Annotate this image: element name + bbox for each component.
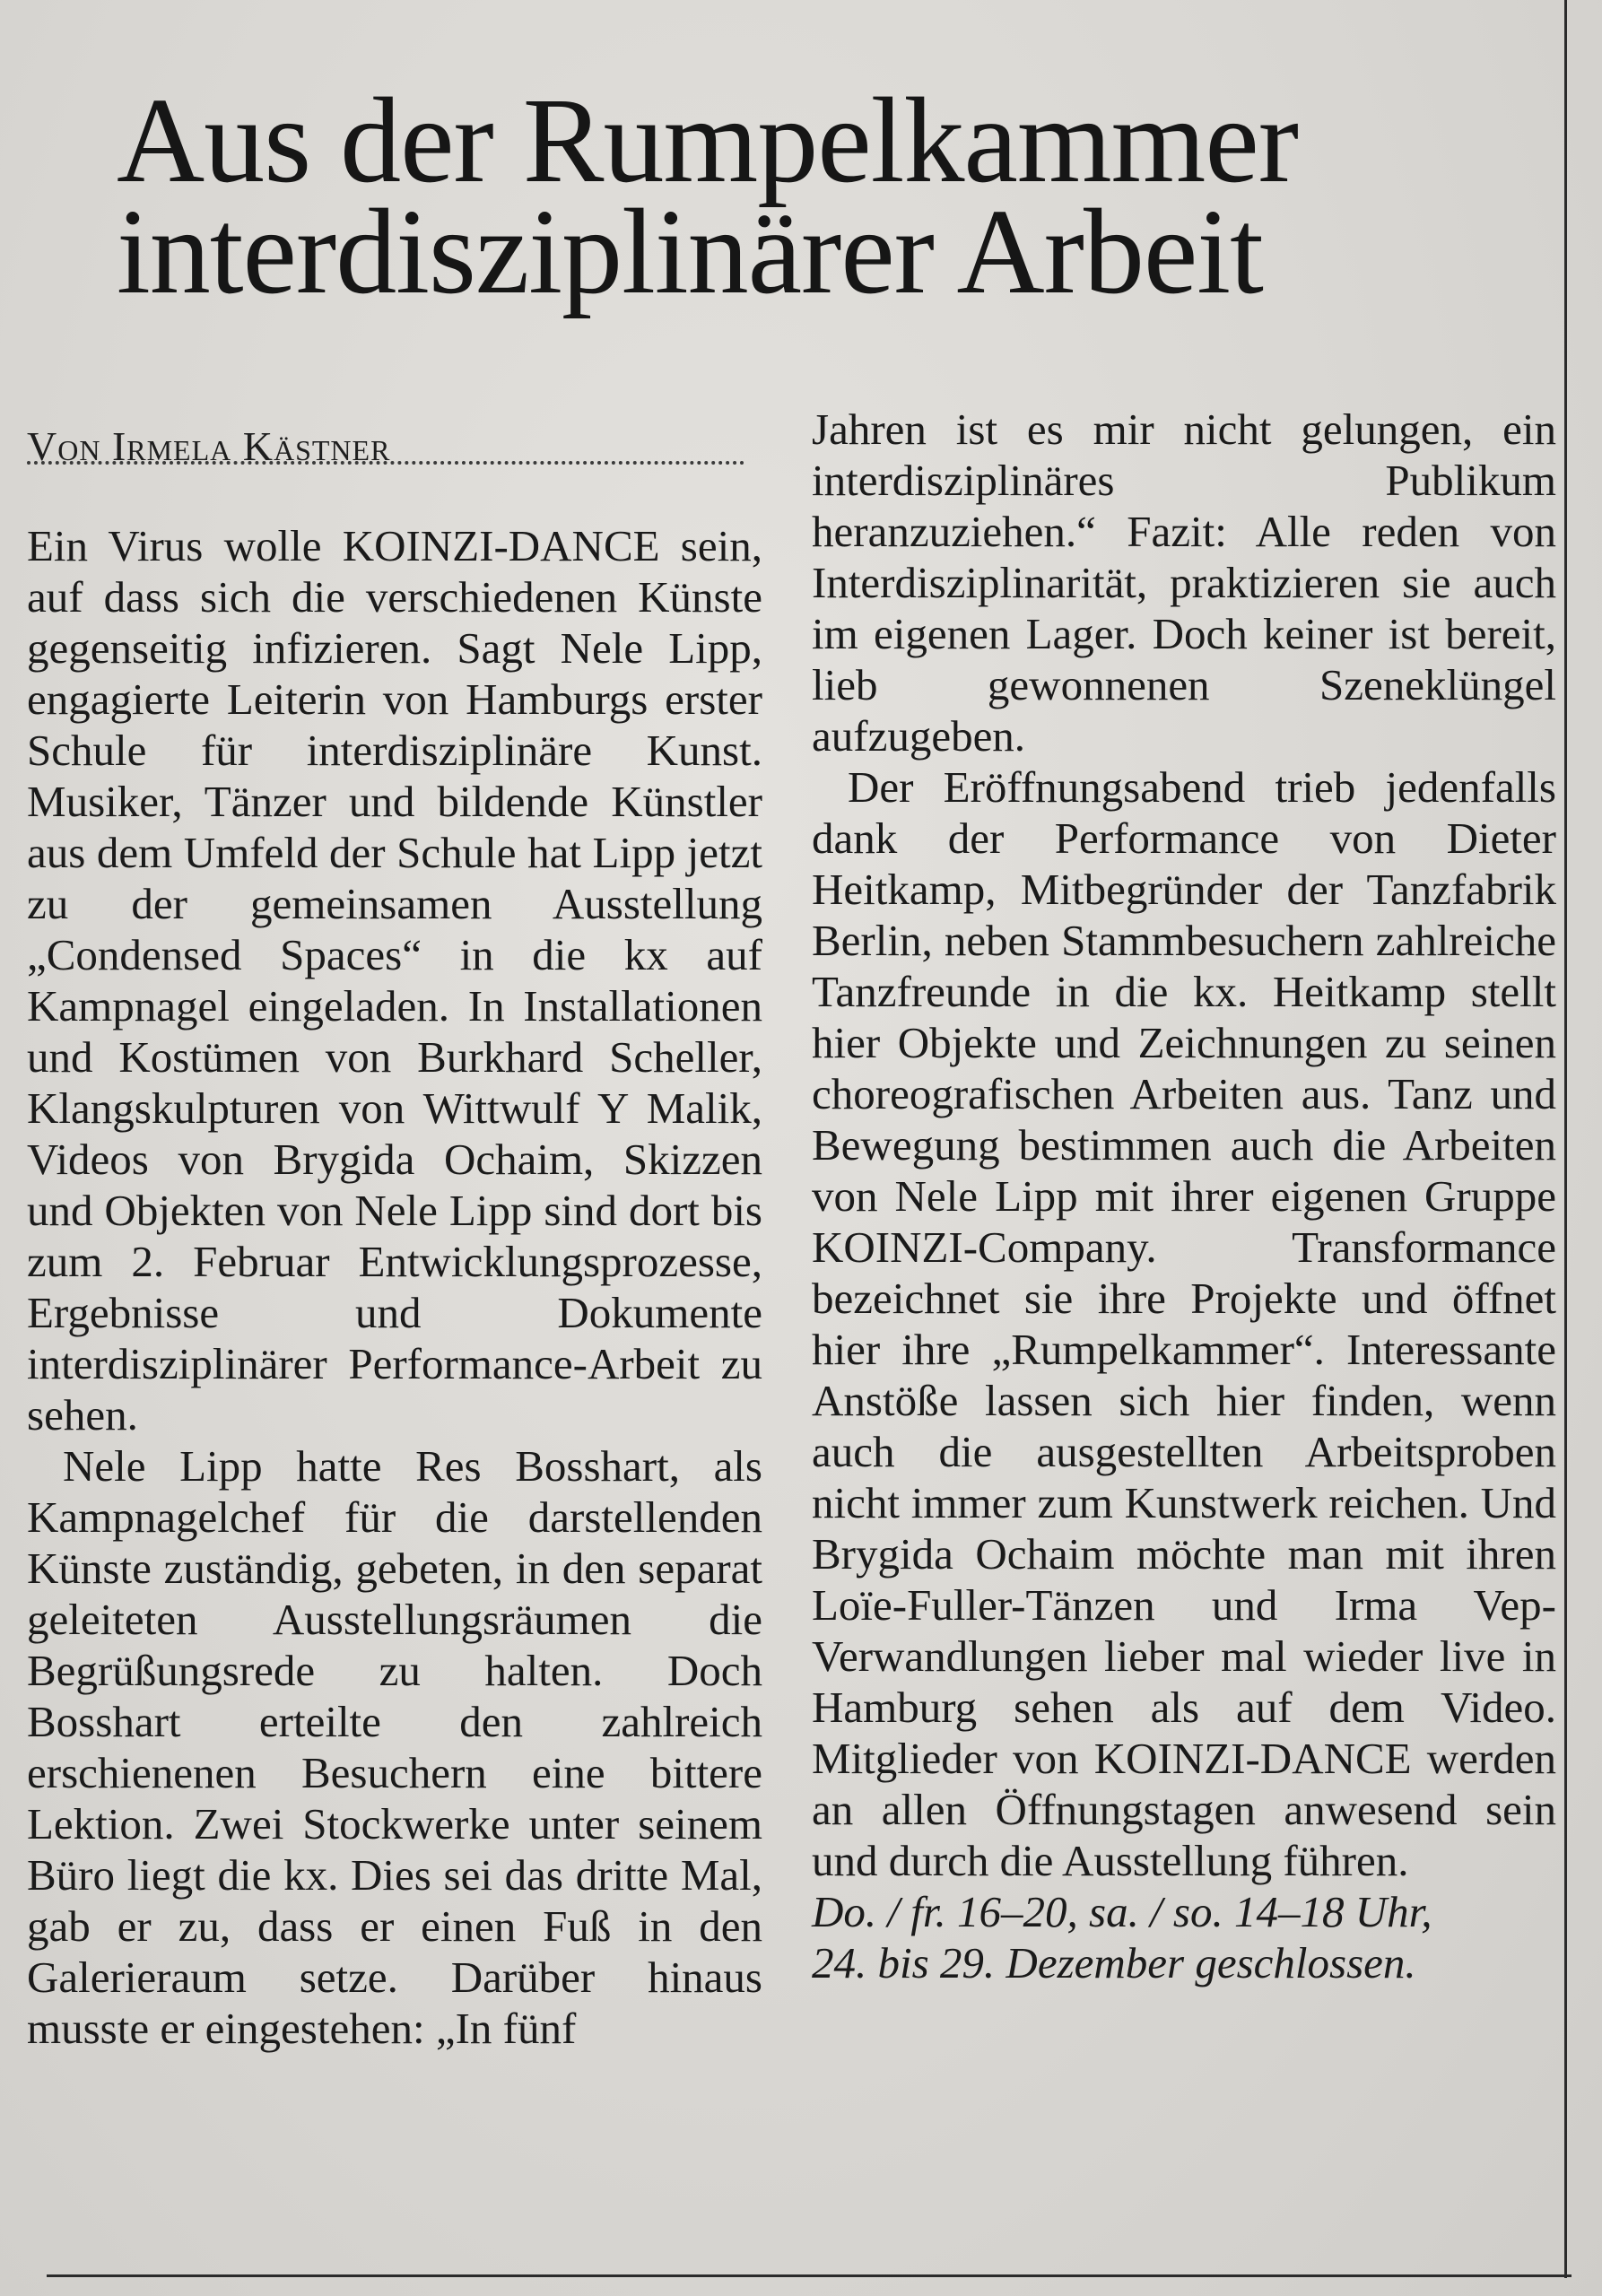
bleed-through-text-bottom <box>54 2242 1534 2274</box>
article-column-right <box>812 404 1556 1988</box>
article-headline <box>117 74 1462 319</box>
headline-line-1: Aus der Rumpelkammer <box>117 74 1299 208</box>
column-divider-rule <box>1564 0 1567 2278</box>
article-column-left <box>27 520 762 2054</box>
article-paragraph: Der Eröffnungsabend trieb jedenfalls dank der Performance von Dieter Heitkamp, Mitbegründer der Tanzfabrik Berlin, neben Stammbesuchern zahlreiche Tanzfreunde in die kx. Heitkamp stellt hier Objekte und Zeichnungen zu seinen choreografischen Arbeiten aus. Tanz und Bewegung bestimmen auch die Arbeiten von Nele Lipp mit ihrer eigenen Gruppe KOINZI-Company. Transformance bezeichnet sie ihre Projekte und öffnet hier ihre „Rumpelkammer“. Interessante Anstöße lassen sich hier finden, wenn auch die ausgestellten Arbeitsproben nicht immer zum Kunstwerk reichen. Und Brygida Ochaim möchte man mit ihren Loïe-Fuller-Tänzen und Irma Vep-Verwandlungen lieber mal wieder live in Hamburg sehen als auf dem Video. Mitglieder von KOINZI-DANCE werden an allen Öffnungstagen anwesend sein und durch die Ausstellung führen. <box>812 762 1556 1885</box>
article-paragraph: Nele Lipp hatte Res Bosshart, als Kampnagelchef für die darstellenden Künste zuständig, gebeten, in den separat geleiteten Ausstellungsräumen die Begrüßungsrede zu halten. Doch Bosshart erteilte den zahlreich erschienenen Besuchern eine bittere Lektion. Zwei Stockwerke unter seinem Büro liegt die kx. Dies sei das dritte Mal, gab er zu, dass er einen Fuß in den Galerieraum setze. Darüber hinaus musste er eingestehen: „In fünf <box>27 1441 762 2053</box>
event-info <box>812 1886 1556 1988</box>
article-paragraph: Ein Virus wolle KOINZI-DANCE sein, auf dass sich die verschiedenen Künste gegenseitig infizieren. Sagt Nele Lipp, engagierte Leiterin von Hamburgs erster Schule für interdisziplinäre Kunst. Musiker, Tänzer und bildende Künstler aus dem Umfeld der Schule hat Lipp jetzt zu der gemeinsamen Ausstellung „Condensed Spaces“ in die kx auf Kampnagel eingeladen. In Installationen und Kostümen von Burkhard Scheller, Klangskulpturen von Wittwulf Y Malik, Videos von Brygida Ochaim, Skizzen und Objekten von Nele Lipp sind dort bis zum 2. Februar Entwicklungsprozesse, Ergebnisse und Dokumente interdisziplinärer Performance-Arbeit zu sehen. <box>27 521 762 1439</box>
headline-line-2: interdisziplinärer Arbeit <box>117 185 1263 319</box>
bottom-rule <box>47 2274 1572 2277</box>
bleed-through-text-top-left <box>54 0 727 36</box>
article-paragraph: Jahren ist es mir nicht gelungen, ein interdisziplinäres Publikum heranzuziehen.“ Fazit: Alle reden von Interdisziplinarität, praktizieren sie auch im eigenen Lager. Doch keiner ist bereit, lieb gewonnenen Szeneklüngel aufzugeben. <box>812 404 1556 761</box>
bleed-through-text-top-right <box>771 0 1543 36</box>
article-byline: Von Irmela Kästner <box>27 423 391 469</box>
event-info-hours: Do. / fr. 16–20, sa. / so. 14–18 Uhr, <box>812 1887 1432 1936</box>
byline-dotted-rule <box>27 461 744 465</box>
event-info-closed: 24. bis 29. Dezember geschlossen. <box>812 1938 1416 1987</box>
